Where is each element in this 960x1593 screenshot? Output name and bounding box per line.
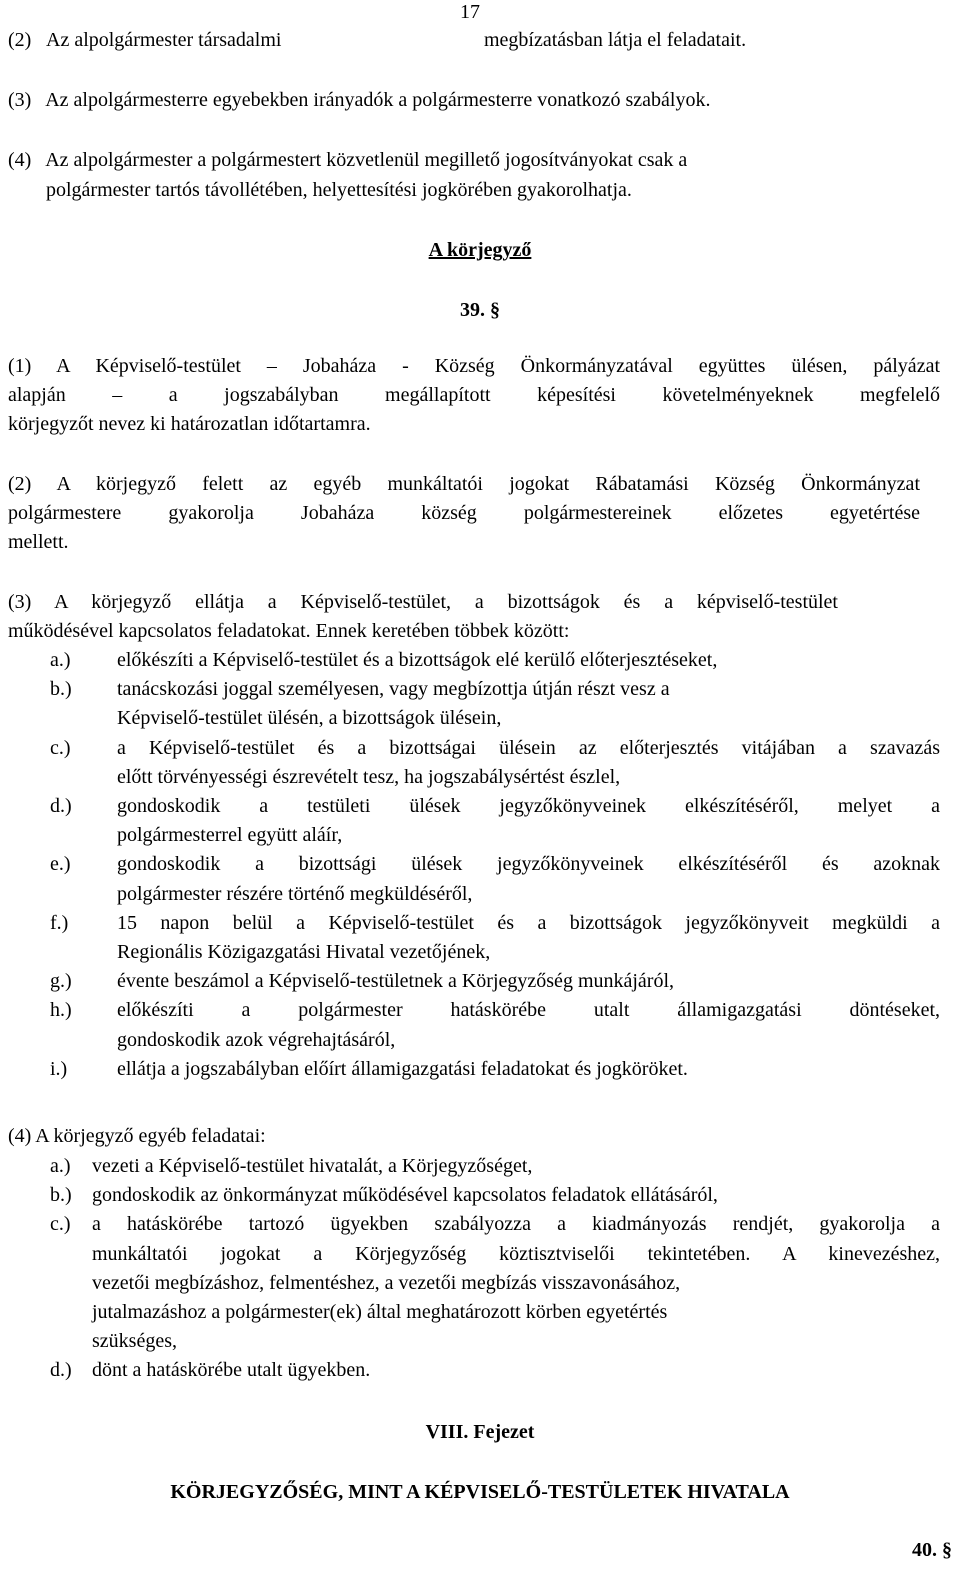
list-item-label: g.) (50, 970, 72, 993)
section-title: A körjegyző (428, 239, 532, 261)
paragraph-2-text-b: megbízatásban látja el feladatait. (484, 29, 747, 51)
list-item-label: b.) (50, 1184, 72, 1207)
list-item-text: előkészíti a polgármester hatáskörébe utalt államigazgatási döntéseket, (117, 999, 940, 1022)
list-item-label: d.) (50, 795, 72, 817)
list-item-text: tanácskozási joggal személyesen, vagy megbízottja útján részt vesz a (117, 678, 670, 701)
list-item-label: f.) (50, 911, 69, 934)
list-item-text: szükséges, (92, 1330, 177, 1353)
list-item-text: előkészíti a Képviselő-testület és a bizottságok elé kerülő előterjesztéseket, (117, 649, 718, 671)
list-item-text: Regionális Közigazgatási Hivatal vezetőjének, (117, 941, 491, 963)
paragraph-2-prefix: (2) (8, 29, 32, 51)
list-item-text: ellátja a jogszabályban előírt államigazgatási feladatokat és jogköröket. (117, 1057, 688, 1080)
list-item-text: a Képviselő-testület és a bizottságai ülésein az előterjesztés vitájában a szavazás (117, 736, 940, 759)
section-40-heading: 40. § (912, 1539, 952, 1561)
list-item-text: gondoskodik az önkormányzat működésével kapcsolatos feladatok ellátásáról, (92, 1184, 718, 1207)
list-item-label: h.) (50, 999, 72, 1022)
list-item-text: Képviselő-testület ülésén, a bizottságok ülésein, (117, 707, 502, 730)
section-39-heading: 39. § (460, 299, 500, 321)
list-item-label: i.) (50, 1057, 68, 1080)
list-item-label: a.) (50, 1155, 71, 1177)
list-item-text: 15 napon belül a Képviselő-testület és a bizottságok jegyzőkönyveit megküldi a (117, 911, 940, 934)
list-item-text: munkáltatói jogokat a Körjegyzőség köztisztviselői tekintetében. A kinevezéshez, (92, 1242, 940, 1265)
list-item-label: c.) (50, 736, 71, 759)
page-number: 17 (460, 1, 480, 23)
paragraph-39-1-line: alapján – a jogszabályban megállapított képesítési követelményeknek megfelelő (8, 384, 940, 407)
paragraph-2-text-a: Az alpolgármester társadalmi (46, 29, 282, 51)
chapter-title: KÖRJEGYZŐSÉG, MINT A KÉPVISELŐ-TESTÜLETEK HIVATALA (170, 1481, 790, 1503)
list-item-label: c.) (50, 1213, 71, 1236)
list-item-text: polgármesterrel együtt aláír, (117, 824, 343, 847)
paragraph-39-2-line: (2) A körjegyző felett az egyéb munkáltatói jogokat Rábatamási Község Önkormányzat (8, 473, 920, 495)
list-item-label: b.) (50, 678, 72, 701)
list-item-label: a.) (50, 649, 71, 671)
paragraph-39-3-line: működésével kapcsolatos feladatokat. Ennek keretében többek között: (8, 620, 570, 643)
list-item-text: gondoskodik azok végrehajtásáról, (117, 1028, 396, 1051)
list-item-text: a hatáskörébe tartozó ügyekben szabályozza a kiadmányozás rendjét, gyakorolja a (92, 1213, 940, 1236)
paragraph-39-1-line: körjegyzőt nevez ki határozatlan időtartamra. (8, 413, 371, 436)
paragraph-39-4: (4) A körjegyző egyéb feladatai: (8, 1125, 266, 1147)
list-item-text: vezeti a Képviselő-testület hivatalát, a Körjegyzőséget, (92, 1155, 533, 1177)
list-item-text: évente beszámol a Képviselő-testületnek a Körjegyzőség munkájáról, (117, 970, 675, 993)
list-item-text: vezetői megbízáshoz, felmentéshez, a vezetői megbízás visszavonásához, (92, 1271, 681, 1294)
list-item-text: gondoskodik a bizottsági ülések jegyzőkönyveinek elkészítéséről és azoknak (117, 853, 940, 876)
list-item-label: d.) (50, 1359, 72, 1382)
list-item-text: előtt törvényességi észrevételt tesz, ha jogszabálysértést észlel, (117, 765, 621, 788)
paragraph-39-2-line: mellett. (8, 531, 69, 554)
paragraph-4-line-1: (4) Az alpolgármester a polgármestert közvetlenül megillető jogosítványokat csak a (8, 149, 688, 171)
paragraph-39-2-line: polgármestere gyakorolja Jobaháza község polgármestereinek előzetes egyetértése (8, 502, 920, 525)
list-item-text: gondoskodik a testületi ülések jegyzőkönyveinek elkészítéséről, melyet a (117, 795, 940, 817)
chapter-heading: VIII. Fejezet (425, 1421, 535, 1443)
paragraph-39-1-line: (1) A Képviselő-testület – Jobaháza - Község Önkormányzatával együttes ülésen, pályázat (8, 355, 940, 377)
paragraph-39-3-line: (3) A körjegyző ellátja a Képviselő-testület, a bizottságok és a képviselő-testület (8, 591, 838, 613)
list-item-text: jutalmazáshoz a polgármester(ek) által meghatározott körben egyetértés (92, 1301, 668, 1323)
paragraph-4-line-2: polgármester tartós távollétében, helyettesítési jogkörében gyakorolhatja. (46, 179, 632, 201)
list-item-label: e.) (50, 853, 71, 876)
list-item-text: dönt a hatáskörébe utalt ügyekben. (92, 1359, 371, 1382)
list-item-text: polgármester részére történő megküldéséről, (117, 882, 473, 905)
paragraph-3: (3) Az alpolgármesterre egyebekben irányadók a polgármesterre vonatkozó szabályok. (8, 89, 711, 111)
